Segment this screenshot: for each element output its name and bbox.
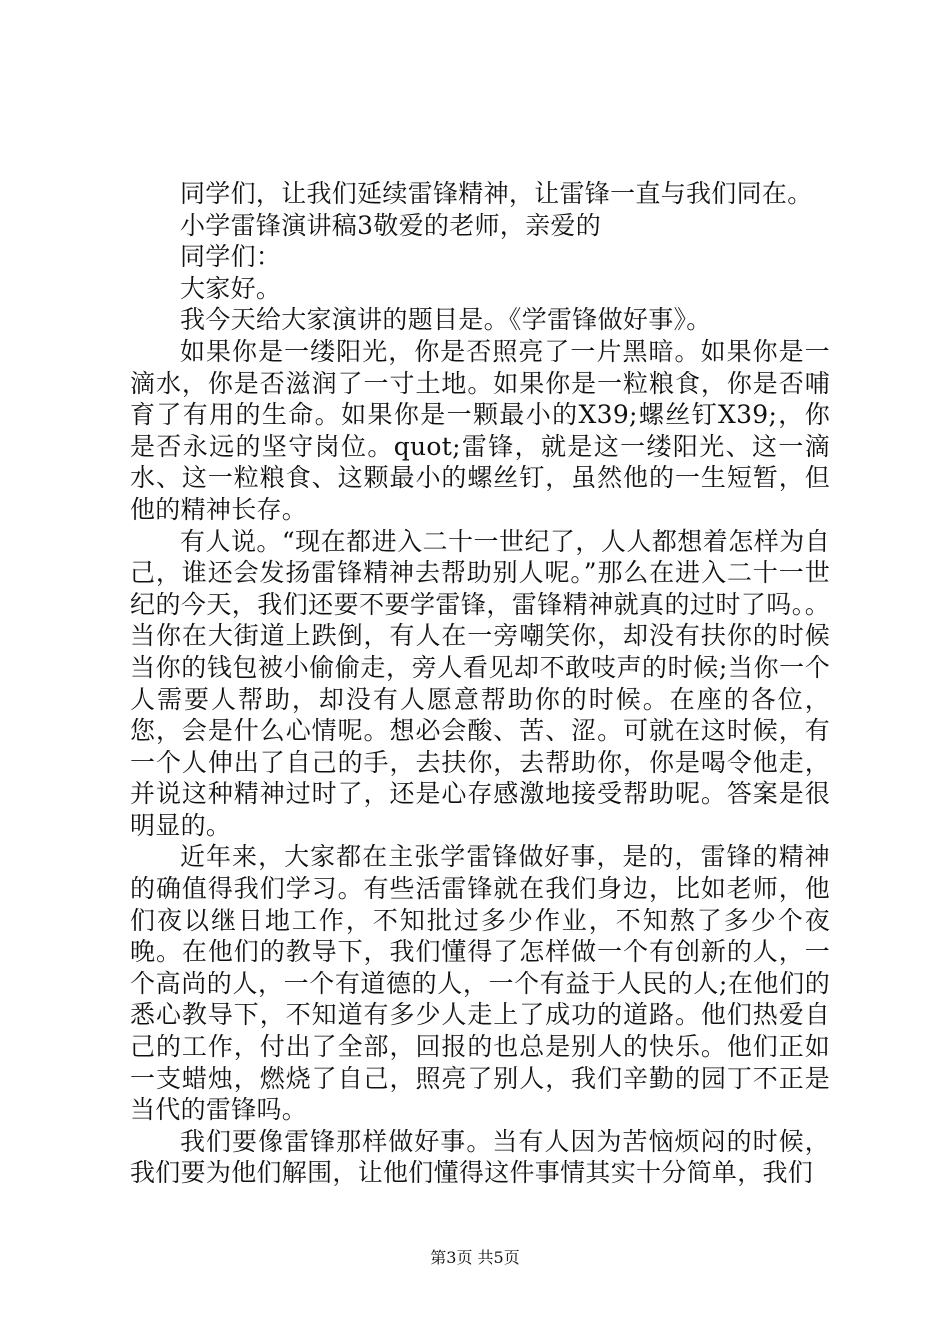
paragraph-2: 小学雷锋演讲稿3敬爱的老师，亲爱的 <box>180 210 602 240</box>
paragraph-4: 大家好。 <box>180 273 282 303</box>
paragraph-5: 我今天给大家演讲的题目是。《学雷锋做好事》。 <box>180 305 712 335</box>
document-body <box>130 178 830 1189</box>
paragraph-1: 同学们，让我们延续雷锋精神，让雷锋一直与我们同在。 <box>180 179 813 208</box>
paragraph-6: 如果你是一缕阳光，你是否照亮了一片黑暗。如果你是一滴水，你是否滋润了一寸土地。如果你是一粒粮食，你是否哺育了有用的生命。如果你是一颗最小的X39;螺丝钉X39;，你是否永远的坚守岗位。quot;雷锋，就是这一缕阳光、这一滴水、这一粒粮食、这颗最小的螺丝钉，虽然他的一生短暂，但他的精神长存。 <box>130 336 830 524</box>
paragraph-7: 有人说。“现在都进入二十一世纪了，人人都想着怎样为自己，谁还会发扬雷锋精神去帮助别人呢。”那么在进入二十一世纪的今天，我们还要不要学雷锋，雷锋精神就真的过时了吗。。当你在大街道上跌倒，有人在一旁嘲笑你，却没有扶你的时候当你的钱包被小偷偷走，旁人看见却不敢吱声的时候;当你一个人需要人帮助，却没有人愿意帮助你的时候。在座的各位，您，会是什么心情呢。想必会酸、苦、涩。可就在这时候，有一个人伸出了自己的手，去扶你，去帮助你，你是喝令他走，并说这种精神过时了，还是心存感激地接受帮助呢。答案是很明显的。 <box>130 526 830 840</box>
paragraph-8: 近年来，大家都在主张学雷锋做好事，是的，雷锋的精神的确值得我们学习。有些活雷锋就在我们身边，比如老师，他们夜以继日地工作，不知批过多少作业，不知熬了多少个夜晚。在他们的教导下，我们懂得了怎样做一个有创新的人，一个高尚的人，一个有道德的人，一个有益于人民的人;在他们的悉心教导下，不知道有多少人走上了成功的道路。他们热爱自己的工作，付出了全部，回报的也总是别人的快乐。他们正如一支蜡烛，燃烧了自己，照亮了别人，我们辛勤的园丁不正是当代的雷锋吗。 <box>130 842 830 1125</box>
paragraph-9: 我们要像雷锋那样做好事。当有人因为苦恼烦闷的时候，我们要为他们解围，让他们懂得这件事情其实十分简单，我们 <box>130 1126 830 1188</box>
page-number-footer: 第3页 共5页 <box>430 1248 520 1267</box>
paragraph-3: 同学们： <box>180 242 282 272</box>
